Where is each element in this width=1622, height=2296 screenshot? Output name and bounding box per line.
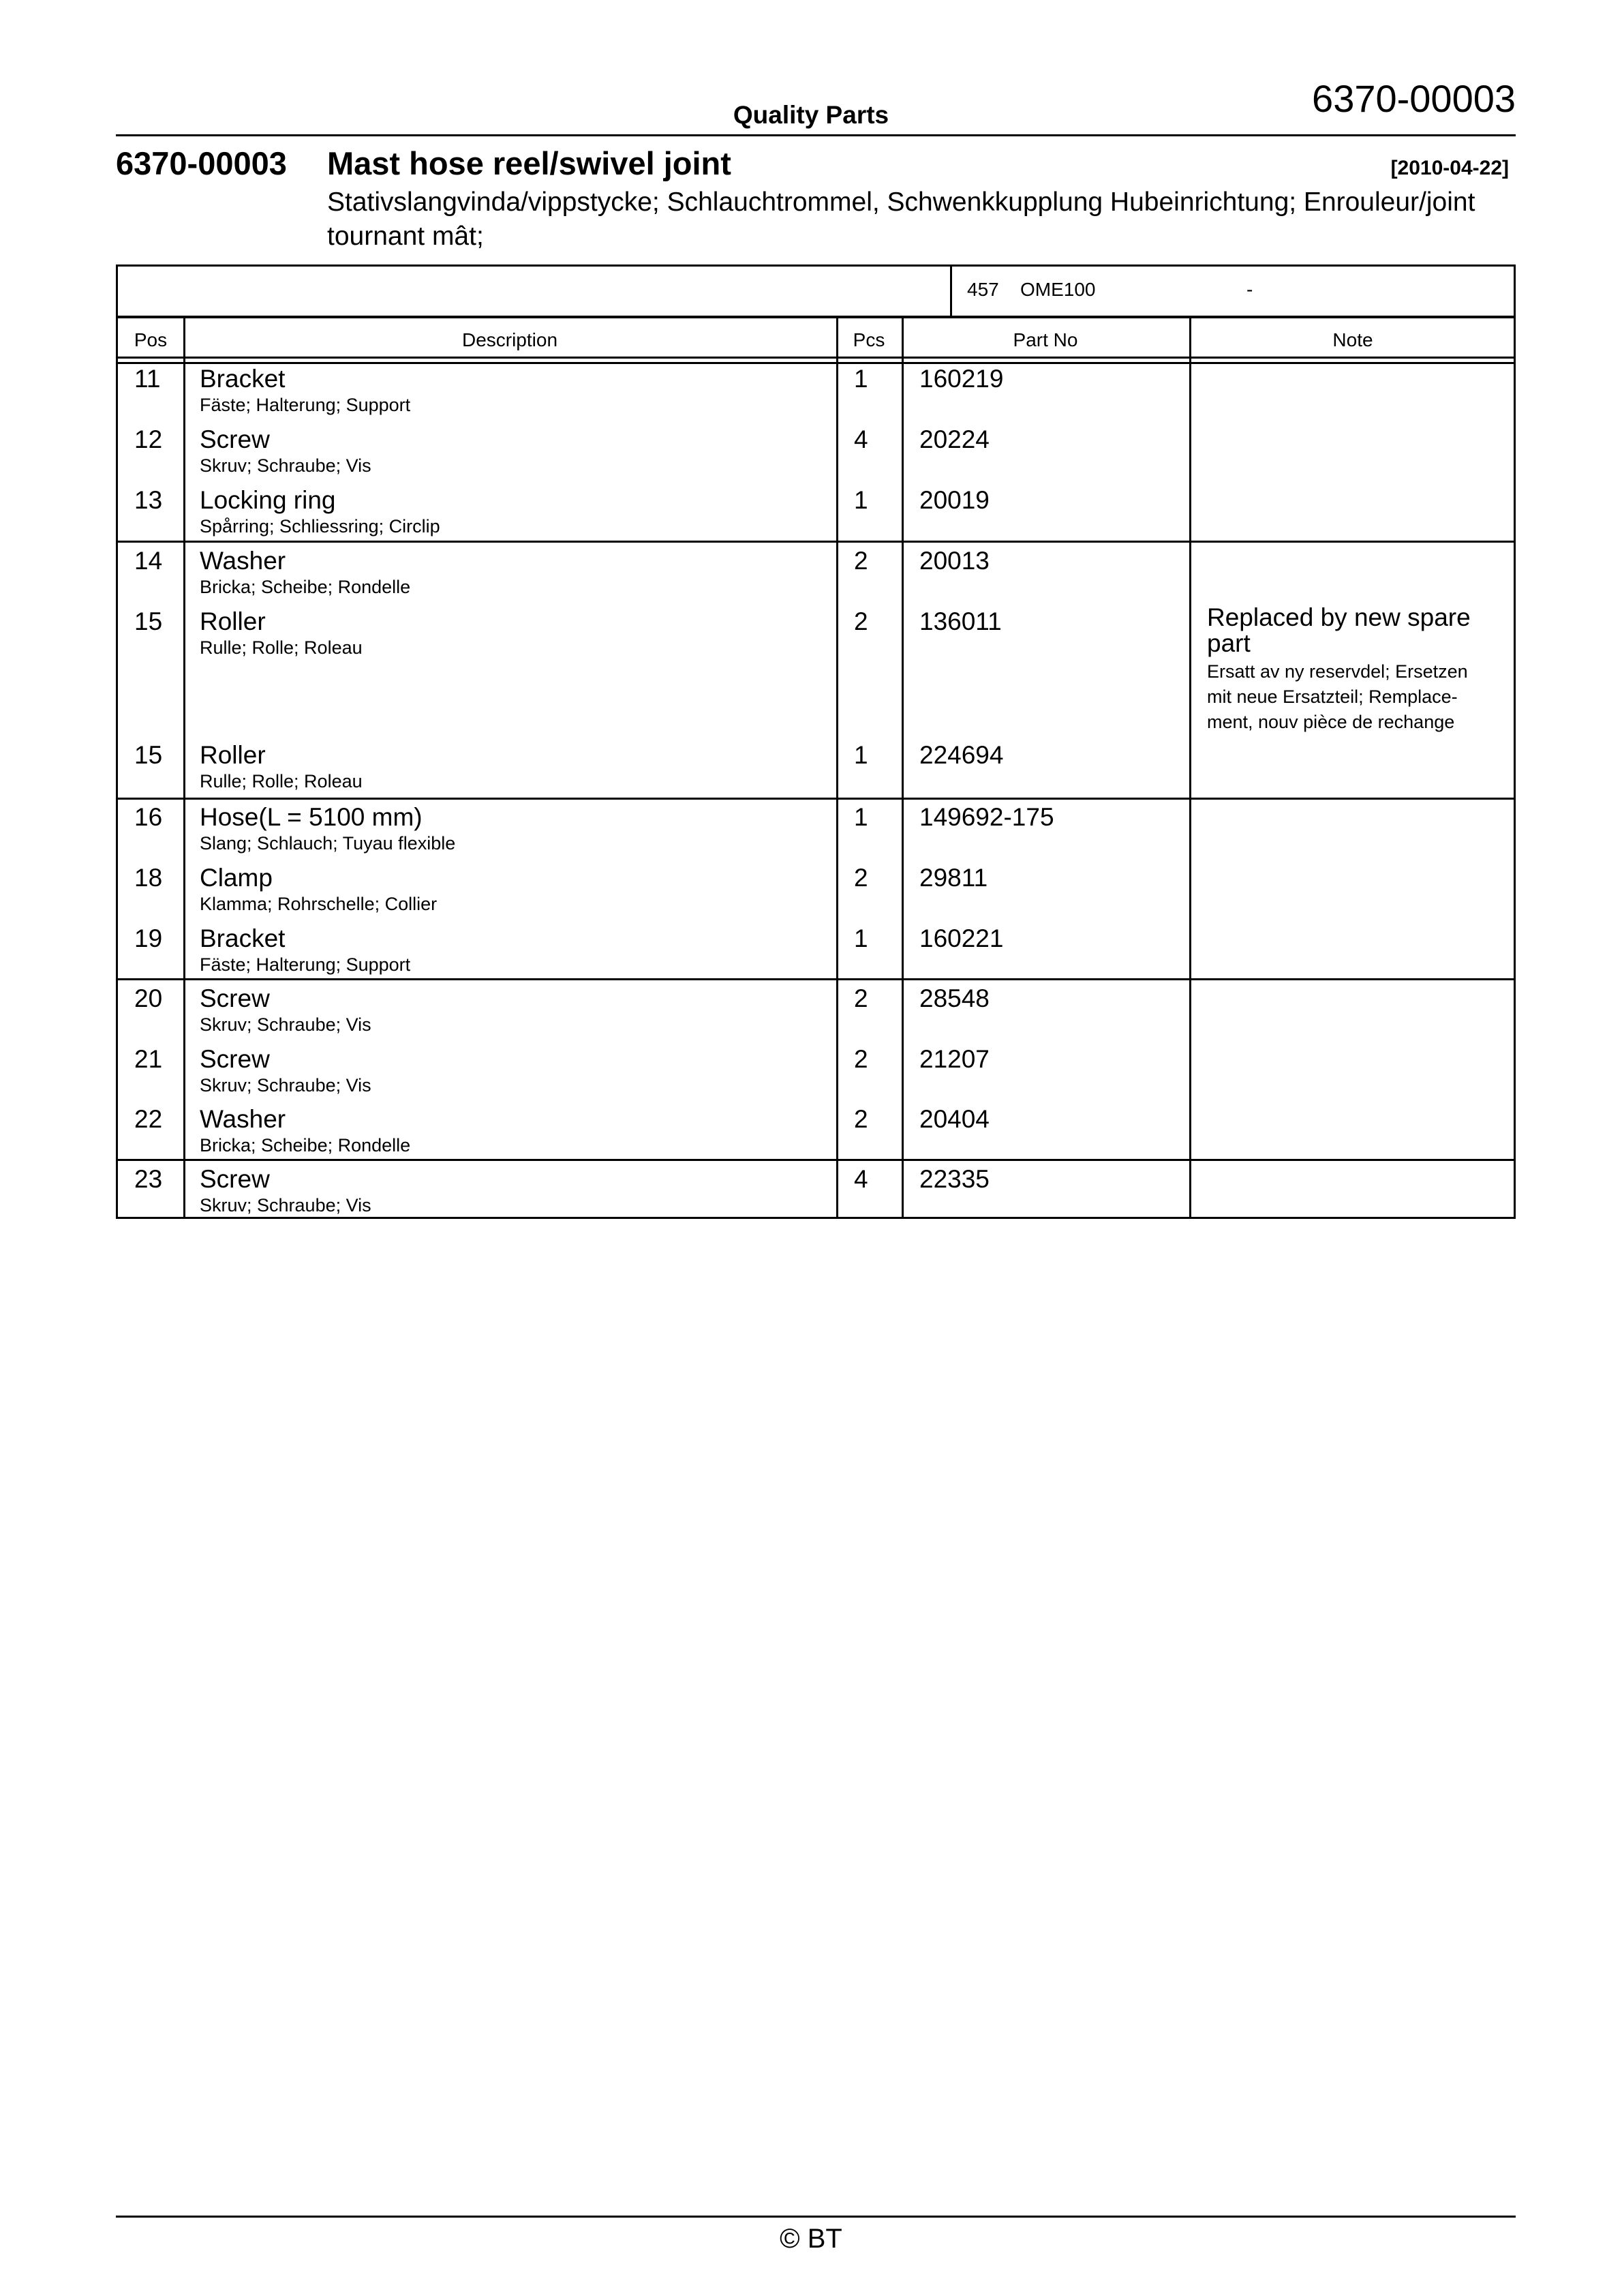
row-description: Clamp	[200, 864, 273, 892]
row-part-no: 22335	[919, 1165, 990, 1193]
row-pos: 23	[134, 1165, 163, 1193]
row-description: Roller	[200, 741, 266, 769]
row-description-translation: Klamma; Rohrschelle; Collier	[200, 894, 438, 914]
row-part-no: 28548	[919, 984, 990, 1012]
row-pos: 15	[134, 741, 163, 769]
col-header-note: Note	[1332, 329, 1373, 350]
row-description: Screw	[200, 1165, 270, 1193]
table-row	[118, 425, 1514, 485]
row-part-no: 136011	[919, 607, 1002, 635]
row-pcs: 2	[854, 864, 868, 892]
row-description-translation: Rulle; Rolle; Roleau	[200, 637, 363, 658]
table-row	[118, 924, 1514, 984]
row-pcs: 2	[854, 984, 868, 1012]
row-description: Roller	[200, 607, 266, 635]
row-pcs: 4	[854, 425, 868, 453]
row-pos: 13	[134, 486, 163, 514]
row-part-no: 21207	[919, 1045, 990, 1073]
col-header-pos: Pos	[134, 329, 168, 350]
col-header-pcs: Pcs	[853, 329, 885, 350]
row-part-no: 20013	[919, 547, 990, 575]
row-part-no: 224694	[919, 741, 1004, 769]
table-row	[118, 1105, 1514, 1165]
row-description-translation: Fäste; Halterung; Support	[200, 395, 411, 415]
row-description-translation: Rulle; Rolle; Roleau	[200, 771, 363, 791]
row-note-translation: Ersatt av ny reservdel; Ersetzen mit neue Ersatzteil; Remplace-ment, nouv pièce de rechange	[1207, 661, 1468, 732]
table-row	[118, 486, 1514, 546]
model-cell	[950, 267, 1518, 316]
parts-table	[116, 316, 1516, 1219]
row-description: Bracket	[200, 924, 286, 952]
row-part-no: 149692-175	[919, 803, 1054, 831]
table-row	[118, 741, 1514, 801]
table-row	[118, 803, 1514, 863]
document-number: 6370-00003	[1312, 77, 1516, 120]
row-description: Washer	[200, 1105, 286, 1133]
row-description: Locking ring	[200, 486, 336, 514]
row-description-translation: Skruv; Schraube; Vis	[200, 1075, 371, 1096]
row-description: Hose(L = 5100 mm)	[200, 803, 423, 831]
row-pcs: 2	[854, 607, 868, 635]
row-pos: 21	[134, 1045, 163, 1073]
row-pos: 12	[134, 425, 163, 453]
table-row	[118, 547, 1514, 607]
row-description: Screw	[200, 1045, 270, 1073]
row-description-translation: Slang; Schlauch; Tuyau flexible	[200, 833, 456, 854]
row-description: Bracket	[200, 365, 286, 393]
header-double-rule	[118, 362, 1514, 364]
row-pos: 20	[134, 984, 163, 1012]
table-row	[118, 864, 1514, 924]
row-description-translation: Skruv; Schraube; Vis	[200, 455, 371, 476]
section-number: 6370-00003	[116, 145, 287, 181]
model-range: -	[1246, 279, 1253, 300]
row-description-translation: Skruv; Schraube; Vis	[200, 1195, 371, 1215]
row-pos: 22	[134, 1105, 163, 1133]
table-row	[118, 984, 1514, 1044]
row-pos: 16	[134, 803, 163, 831]
row-note: Replaced by new spare part	[1207, 603, 1471, 657]
col-header-description: Description	[461, 329, 558, 350]
row-pcs: 2	[854, 1105, 868, 1133]
row-pos: 11	[134, 365, 161, 393]
model-code: 457	[967, 279, 999, 300]
table-header	[118, 318, 1514, 359]
row-part-no: 160219	[919, 365, 1004, 393]
header-divider	[116, 134, 1516, 136]
row-pos: 15	[134, 607, 163, 635]
row-part-no: 20404	[919, 1105, 990, 1133]
table-row	[118, 1165, 1514, 1225]
col-header-part-no: Part No	[1013, 329, 1078, 350]
row-pos: 14	[134, 547, 163, 575]
header-title: Quality Parts	[733, 101, 889, 129]
model-box	[116, 265, 1516, 318]
row-part-no: 160221	[919, 924, 1004, 952]
table-row	[118, 365, 1514, 425]
row-pcs: 1	[854, 803, 868, 831]
row-description-translation: Skruv; Schraube; Vis	[200, 1014, 371, 1035]
row-part-no: 20224	[919, 425, 990, 453]
row-description-translation: Fäste; Halterung; Support	[200, 954, 411, 975]
footer-copyright: © BT	[780, 2224, 842, 2254]
footer-divider	[116, 2216, 1516, 2218]
section-date: [2010-04-22]	[1390, 157, 1509, 179]
row-pcs: 2	[854, 1045, 868, 1073]
section-subtitle: Stativslangvinda/vippstycke; Schlauchtrommel, Schwenkkupplung Hubeinrichtung; Enrouleur/joint tournant mât;	[327, 187, 1475, 251]
section-title: Mast hose reel/swivel joint	[327, 145, 731, 181]
row-pcs: 1	[854, 486, 868, 514]
row-description-translation: Bricka; Scheibe; Rondelle	[200, 577, 411, 597]
row-pos: 19	[134, 924, 163, 952]
row-pos: 18	[134, 864, 163, 892]
row-description: Screw	[200, 984, 270, 1012]
row-description: Screw	[200, 425, 270, 453]
row-pcs: 4	[854, 1165, 868, 1193]
model-name: OME100	[1020, 279, 1096, 300]
row-part-no: 20019	[919, 486, 990, 514]
row-description: Washer	[200, 547, 286, 575]
row-description-translation: Spårring; Schliessring; Circlip	[200, 516, 440, 537]
row-pcs: 1	[854, 365, 868, 393]
table-row	[118, 1045, 1514, 1105]
row-pcs: 1	[854, 924, 868, 952]
row-pcs: 2	[854, 547, 868, 575]
row-part-no: 29811	[919, 864, 988, 892]
row-pcs: 1	[854, 741, 868, 769]
row-description-translation: Bricka; Scheibe; Rondelle	[200, 1135, 411, 1155]
